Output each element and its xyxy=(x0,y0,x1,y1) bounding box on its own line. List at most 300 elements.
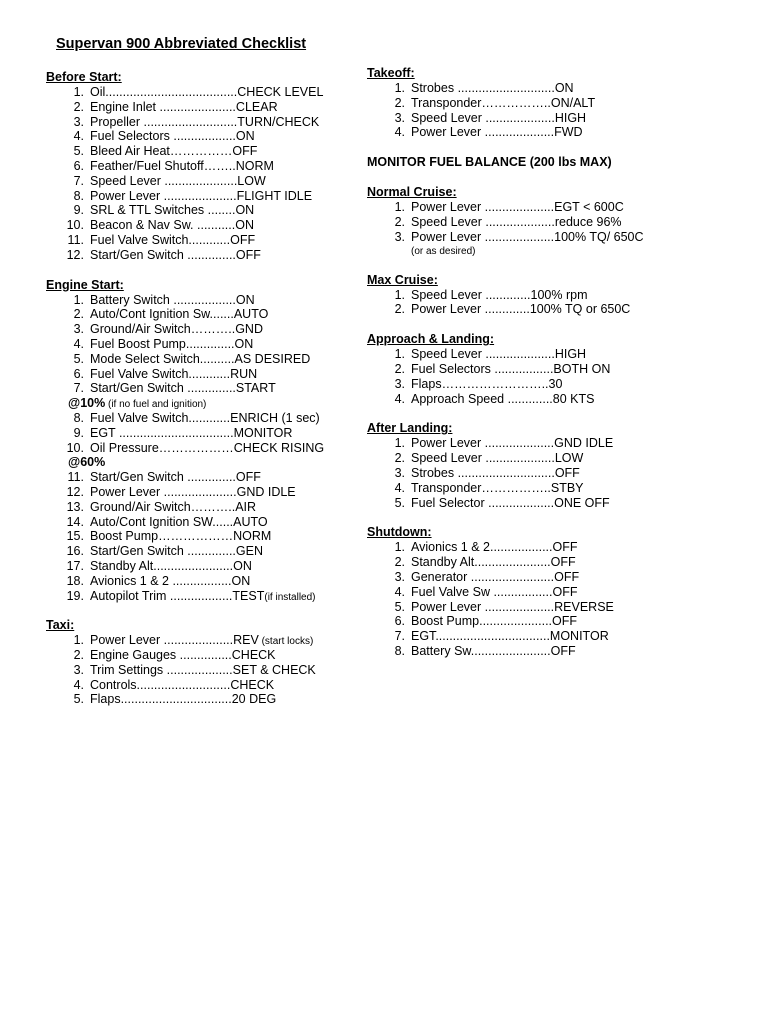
item-number: 19. xyxy=(66,588,84,603)
item-leader-dots: .................... xyxy=(481,125,555,140)
item-label-wrap xyxy=(411,111,555,126)
item-label-wrap xyxy=(90,144,232,159)
item-number: 6. xyxy=(394,614,405,629)
item-label: Start/Gen Switch xyxy=(90,470,184,485)
item-leader-dots: .................. xyxy=(166,588,233,603)
checklist-item xyxy=(367,215,697,230)
item-label: Fuel Valve Sw xyxy=(411,584,490,599)
item-action: START xyxy=(235,381,276,396)
item-label-wrap xyxy=(411,125,554,140)
item-number: 3. xyxy=(394,229,405,244)
item-action: HIGH xyxy=(554,347,587,362)
item-action: OFF xyxy=(235,247,261,262)
item-action: SET & CHECK xyxy=(232,662,316,677)
checklist-item xyxy=(46,529,346,544)
item-label-wrap xyxy=(90,411,230,426)
item-label: EGT xyxy=(411,629,436,644)
item-label: Transponder xyxy=(411,95,482,110)
checklist-item xyxy=(46,233,346,248)
checklist-item xyxy=(46,426,346,441)
item-action: 30 xyxy=(548,376,563,391)
item-number: 18. xyxy=(66,573,84,588)
item-label-wrap xyxy=(90,648,232,663)
item-action-wrap xyxy=(232,144,257,159)
item-number: 13. xyxy=(66,499,84,514)
checklist-item xyxy=(46,115,346,130)
item-label: Controls xyxy=(90,677,137,692)
item-number: 4. xyxy=(73,129,84,144)
section-after-landing xyxy=(367,421,697,510)
checklist-item xyxy=(46,203,346,218)
monitor-fuel-balance: MONITOR FUEL BALANCE (200 lbs MAX) xyxy=(367,155,612,170)
checklist-item xyxy=(46,589,346,604)
item-number: 5. xyxy=(73,351,84,366)
item-action: ENRICH (1 sec) xyxy=(230,410,320,425)
section-heading: Shutdown: xyxy=(367,525,432,540)
section-max-cruise xyxy=(367,273,697,318)
item-action-wrap xyxy=(236,381,276,396)
item-label-wrap xyxy=(90,367,230,382)
item-action-wrap xyxy=(552,585,577,600)
checklist-item xyxy=(46,544,346,559)
item-label: Fuel Selectors xyxy=(90,129,170,144)
item-leader-dots: ....... xyxy=(209,307,234,322)
checklist-item xyxy=(367,629,697,644)
item-label-wrap xyxy=(90,115,237,130)
item-label: Avionics 1 & 2 xyxy=(90,573,169,588)
section-engine-start xyxy=(46,278,346,604)
item-number: 3. xyxy=(394,569,405,584)
section-heading: Engine Start: xyxy=(46,277,124,292)
item-label-wrap xyxy=(90,129,236,144)
item-label: Propeller xyxy=(90,114,141,129)
checklist-item xyxy=(367,230,697,245)
checklist-item xyxy=(46,411,346,426)
item-leader-dots: .................. xyxy=(169,129,236,144)
item-label-wrap xyxy=(90,633,233,648)
item-leader-dots: ................... xyxy=(163,662,233,677)
item-action: OFF xyxy=(554,465,580,480)
item-action: 100% TQ or 650C xyxy=(529,302,631,317)
item-action: ON/ALT xyxy=(550,95,596,110)
item-label: Trim Settings xyxy=(90,662,164,677)
item-label-wrap xyxy=(90,589,232,604)
item-leader-dots: .................... xyxy=(481,599,555,614)
checklist-item xyxy=(46,559,346,574)
item-action: OFF xyxy=(550,555,576,570)
item-label-wrap xyxy=(411,392,553,407)
item-label-wrap xyxy=(411,496,554,511)
item-leader-dots: ................................. xyxy=(435,629,550,644)
item-leader-dots: .................... xyxy=(481,347,555,362)
checklist-item xyxy=(46,85,346,100)
item-label: Generator xyxy=(411,569,468,584)
item-label-wrap xyxy=(411,96,551,111)
item-leader-dots: ...................... xyxy=(474,555,551,570)
checklist-item xyxy=(46,322,346,337)
item-number: 2. xyxy=(394,95,405,110)
checklist-item xyxy=(367,614,697,629)
section-before-start xyxy=(46,70,346,263)
checklist-item xyxy=(46,648,346,663)
item-label-wrap xyxy=(411,629,550,644)
item-label-wrap xyxy=(411,600,554,615)
item-action-wrap xyxy=(230,367,257,382)
item-label-wrap xyxy=(90,574,232,589)
item-label: Oil Pressure xyxy=(90,440,159,455)
item-action-wrap xyxy=(235,218,254,233)
item-leader-dots: ........................... xyxy=(136,677,231,692)
item-action-wrap xyxy=(237,485,296,500)
item-action-wrap xyxy=(553,392,595,407)
item-label: Feather/Fuel Shutoff xyxy=(90,158,204,173)
item-leader-dots: .............. xyxy=(183,247,236,262)
item-label-wrap xyxy=(90,678,230,693)
item-action: REV xyxy=(233,633,259,648)
item-action-wrap xyxy=(554,496,610,511)
item-action: AUTO xyxy=(233,307,269,322)
item-label: Strobes xyxy=(411,465,455,480)
item-action-wrap xyxy=(555,111,586,126)
item-leader-dots: .............. xyxy=(183,381,236,396)
item-number: 3. xyxy=(73,322,84,337)
item-action-wrap xyxy=(237,174,265,189)
item-label: Avionics 1 & 2 xyxy=(411,540,490,555)
item-label-wrap xyxy=(411,347,555,362)
item-number: 14. xyxy=(66,514,84,529)
item-leader-dots: .................. xyxy=(489,540,553,555)
item-action-wrap xyxy=(554,600,614,615)
item-leader-dots: ................................. xyxy=(115,425,234,440)
item-label-wrap xyxy=(90,352,235,367)
item-label-wrap xyxy=(411,200,554,215)
item-action-wrap xyxy=(236,293,255,308)
item-number: 2. xyxy=(394,302,405,317)
item-action: ON xyxy=(231,573,251,588)
checklist-item xyxy=(46,633,346,648)
item-action: NORM xyxy=(235,158,274,173)
item-label: Fuel Selectors xyxy=(411,361,491,376)
item-label: Power Lever xyxy=(411,436,482,451)
item-action-wrap xyxy=(551,555,576,570)
item-leader-dots: ........................... xyxy=(140,114,238,129)
item-leader-dots: .................. xyxy=(169,292,236,307)
item-label-wrap xyxy=(90,159,236,174)
item-action: CHECK RISING xyxy=(233,440,325,455)
checklist-item xyxy=(367,540,697,555)
item-label: Fuel Selector xyxy=(411,495,485,510)
item-label-wrap xyxy=(90,85,237,100)
item-label: Fuel Boost Pump xyxy=(90,336,186,351)
section-approach-landing xyxy=(367,332,697,406)
item-leader-dots: .............. xyxy=(183,470,236,485)
subheading-10-percent xyxy=(46,396,346,411)
item-leader-dots: ..................... xyxy=(160,188,237,203)
section-heading: Taxi: xyxy=(46,618,75,633)
item-leader-dots: ........ xyxy=(204,203,236,218)
checklist-item xyxy=(46,441,346,456)
section-taxi xyxy=(46,618,346,707)
item-action: MONITOR xyxy=(233,425,293,440)
checklist-item xyxy=(46,144,346,159)
item-action-wrap xyxy=(233,515,268,530)
item-label: Battery Switch xyxy=(90,292,170,307)
item-label: Power Lever xyxy=(90,633,161,648)
checklist-item xyxy=(46,692,346,707)
subheading-60-percent: @60% xyxy=(68,455,106,470)
item-action-wrap xyxy=(230,678,274,693)
item-number: 11. xyxy=(67,232,84,247)
checklist-item xyxy=(46,293,346,308)
item-label: Boost Pump xyxy=(411,614,480,629)
item-number: 15. xyxy=(66,529,84,544)
item-label-wrap xyxy=(90,500,235,515)
section-heading: Before Start: xyxy=(46,70,122,84)
item-action: CHECK xyxy=(231,648,276,663)
item-leader-dots: .................... xyxy=(481,110,555,125)
item-label: Engine Gauges xyxy=(90,648,177,663)
section-heading: Takeoff: xyxy=(367,66,415,80)
item-number: 2. xyxy=(394,214,405,229)
item-number: 4. xyxy=(394,391,405,406)
item-label-wrap xyxy=(90,218,235,233)
item-action: ON xyxy=(234,336,254,351)
item-label: Ground/Air Switch xyxy=(90,322,191,337)
item-action-wrap xyxy=(554,200,624,215)
item-leader-dots: …………………….. xyxy=(441,376,549,391)
item-leader-dots: ............ xyxy=(188,410,231,425)
item-number: 5. xyxy=(394,599,405,614)
item-action: GEN xyxy=(235,544,263,559)
item-number: 5. xyxy=(73,692,84,707)
item-number: 6. xyxy=(73,158,84,173)
item-number: 8. xyxy=(394,643,405,658)
item-action: OFF xyxy=(232,144,258,159)
item-label-wrap xyxy=(411,230,554,245)
item-label: Power Lever xyxy=(411,125,482,140)
item-action: FLIGHT IDLE xyxy=(236,188,313,203)
item-label-wrap xyxy=(90,470,236,485)
item-action-wrap xyxy=(234,441,324,456)
item-leader-dots: .................... xyxy=(481,214,555,229)
item-action: 20 DEG xyxy=(231,692,277,707)
section-shutdown xyxy=(367,525,697,658)
item-action-wrap xyxy=(555,466,580,481)
item-leader-dots: ……….. xyxy=(190,322,236,337)
item-number: 2. xyxy=(394,555,405,570)
item-number: 3. xyxy=(394,110,405,125)
item-action: ON xyxy=(235,292,255,307)
section-heading: Max Cruise: xyxy=(367,272,438,287)
item-action: OFF xyxy=(550,643,576,658)
item-label-wrap xyxy=(411,362,553,377)
item-number: 4. xyxy=(394,584,405,599)
section-takeoff xyxy=(367,66,697,140)
item-leader-dots: …….. xyxy=(203,158,236,173)
item-leader-dots: ................. xyxy=(489,584,553,599)
subheading-label: @10% xyxy=(68,396,106,411)
item-action-wrap xyxy=(531,288,588,303)
item-action-wrap xyxy=(233,559,252,574)
section-heading: After Landing: xyxy=(367,421,453,436)
item-action-wrap xyxy=(552,614,577,629)
section-heading: Normal Cruise: xyxy=(367,185,457,200)
item-leader-dots: .................... xyxy=(481,436,555,451)
item-leader-dots: .................... xyxy=(481,229,555,244)
item-leader-dots: ........................ xyxy=(467,569,555,584)
item-label-wrap xyxy=(90,485,237,500)
checklist-item xyxy=(46,678,346,693)
item-label-wrap xyxy=(411,377,549,392)
checklist-item xyxy=(367,96,697,111)
item-label-wrap xyxy=(411,81,555,96)
item-leader-dots: ...... xyxy=(212,514,234,529)
item-label-wrap xyxy=(411,302,530,317)
item-label-wrap xyxy=(90,515,233,530)
item-action-wrap xyxy=(554,125,582,140)
item-label: Ground/Air Switch xyxy=(90,499,191,514)
item-action: HIGH xyxy=(554,110,587,125)
item-action: BOTH ON xyxy=(553,361,611,376)
item-action-wrap xyxy=(236,470,261,485)
item-label-wrap xyxy=(411,288,531,303)
item-action-wrap xyxy=(551,644,576,659)
item-action: 100% TQ/ 650C xyxy=(554,229,644,244)
item-label: Speed Lever xyxy=(411,110,482,125)
item-label-wrap xyxy=(411,451,555,466)
item-note: (start locks) xyxy=(258,636,314,648)
item-number: 1. xyxy=(394,347,405,362)
item-leader-dots: ................. xyxy=(168,573,232,588)
checklist-item xyxy=(46,574,346,589)
checklist-item xyxy=(367,451,697,466)
item-label-wrap xyxy=(90,544,236,559)
item-label: Auto/Cont Ignition Sw xyxy=(90,307,210,322)
item-action: OFF xyxy=(552,614,578,629)
checklist-item xyxy=(367,125,697,140)
item-action: CHECK xyxy=(230,677,275,692)
checklist-item xyxy=(367,481,697,496)
item-label-wrap xyxy=(90,233,230,248)
item-action: RUN xyxy=(230,366,258,381)
item-action-wrap xyxy=(236,544,263,559)
item-label-wrap xyxy=(90,203,235,218)
item-action-wrap xyxy=(235,352,311,367)
subheading-note: (if no fuel and ignition) xyxy=(105,399,207,411)
item-action-wrap xyxy=(234,307,269,322)
item-label-wrap xyxy=(90,559,233,574)
section-heading: Approach & Landing: xyxy=(367,332,495,347)
item-number: 1. xyxy=(73,292,84,307)
item-action: CHECK LEVEL xyxy=(237,85,324,99)
item-label: Strobes xyxy=(411,81,455,95)
item-action: GND xyxy=(235,322,263,337)
item-leader-dots: ..................... xyxy=(160,173,238,188)
item-number: 6. xyxy=(73,366,84,381)
item-label: Start/Gen Switch xyxy=(90,544,184,559)
checklist-item xyxy=(367,111,697,126)
item-number: 3. xyxy=(73,114,84,129)
item-number: 12. xyxy=(66,247,84,262)
item-label: Flaps xyxy=(411,376,442,391)
checklist-item xyxy=(367,570,697,585)
item-label: Power Lever xyxy=(411,229,482,244)
item-leader-dots: ........... xyxy=(193,218,236,233)
checklist-item xyxy=(367,555,697,570)
item-leader-dots: ............................ xyxy=(454,81,555,95)
item-label-wrap xyxy=(411,540,553,555)
item-action: LOW xyxy=(554,451,584,466)
item-number: 4. xyxy=(73,336,84,351)
item-label: Start/Gen Switch xyxy=(90,247,184,262)
item-label-wrap xyxy=(90,381,236,396)
item-action: MONITOR xyxy=(549,629,609,644)
item-action-wrap xyxy=(237,85,323,100)
item-label: EGT xyxy=(90,425,116,440)
item-leader-dots: ...................................... xyxy=(105,85,238,99)
item-number: 3. xyxy=(394,465,405,480)
item-number: 7. xyxy=(73,173,84,188)
item-action-wrap xyxy=(553,362,610,377)
checklist-item xyxy=(367,377,697,392)
item-label-wrap xyxy=(411,644,551,659)
item-label: Boost Pump xyxy=(90,529,159,544)
section-monitor xyxy=(367,155,697,170)
item-label-wrap xyxy=(90,663,233,678)
item-label-wrap xyxy=(90,529,233,544)
item-action-wrap xyxy=(549,377,563,392)
item-label: SRL & TTL Switches xyxy=(90,203,205,218)
item-action: REVERSE xyxy=(554,599,614,614)
item-leader-dots: ................... xyxy=(484,495,555,510)
item-label-wrap xyxy=(90,189,237,204)
item-label: Fuel Valve Switch xyxy=(90,366,189,381)
checklist-item xyxy=(367,436,697,451)
page-title: Supervan 900 Abbreviated Checklist xyxy=(56,36,307,52)
checklist-item xyxy=(367,362,697,377)
item-leader-dots: ............... xyxy=(176,648,232,663)
item-number: 2. xyxy=(73,648,84,663)
checklist-item xyxy=(46,159,346,174)
item-label-wrap xyxy=(411,481,551,496)
item-label: Speed Lever xyxy=(90,173,161,188)
item-leader-dots: .............. xyxy=(183,544,236,559)
item-label: Speed Lever xyxy=(411,214,482,229)
item-action: OFF xyxy=(554,569,580,584)
checklist-item xyxy=(46,100,346,115)
item-label: Oil xyxy=(90,85,106,99)
section-normal-cruise xyxy=(367,185,697,257)
item-action-wrap xyxy=(237,189,312,204)
item-number: 3. xyxy=(394,376,405,391)
item-leader-dots: …………….. xyxy=(481,480,551,495)
item-label: Bleed Air Heat xyxy=(90,144,170,159)
checklist-item xyxy=(367,200,697,215)
item-action-wrap xyxy=(233,633,313,648)
item-number: 1. xyxy=(73,85,84,99)
item-action: OFF xyxy=(552,540,578,555)
item-leader-dots: ............. xyxy=(481,287,531,302)
item-action-wrap xyxy=(554,436,613,451)
item-action-wrap xyxy=(236,100,278,115)
item-leader-dots: .................... xyxy=(481,451,555,466)
item-number: 8. xyxy=(73,410,84,425)
checklist-item xyxy=(46,500,346,515)
item-action-wrap xyxy=(554,230,643,245)
checklist-item xyxy=(46,307,346,322)
checklist-item xyxy=(367,644,697,659)
item-label: Engine Inlet xyxy=(90,99,157,114)
